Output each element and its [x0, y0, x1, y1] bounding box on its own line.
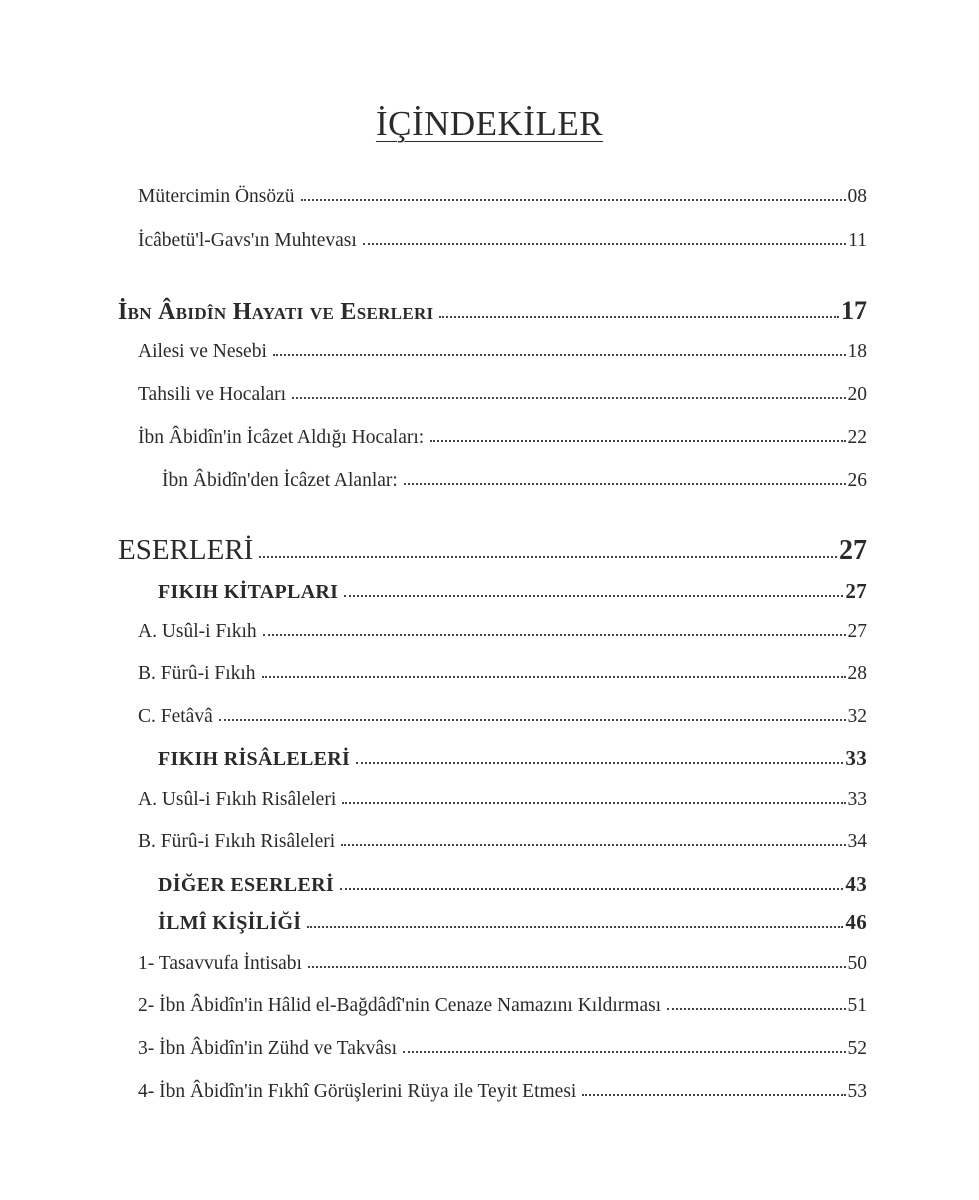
toc-entry-page: 22 [847, 427, 867, 448]
toc-entry-label: C. Fetâvâ [138, 706, 213, 727]
toc-entry-label: Ailesi ve Nesebi [138, 341, 267, 362]
dot-leader [259, 556, 837, 558]
dot-leader [308, 966, 846, 968]
dot-leader [404, 483, 846, 485]
toc-entry-page: 27 [839, 535, 867, 566]
toc-entry-label: İbn Âbidîn'in İcâzet Aldığı Hocaları: [138, 427, 425, 448]
toc-entry [162, 471, 867, 491]
toc-entry-label: 3- İbn Âbidîn'in Zühd ve Takvâsı [138, 1038, 398, 1059]
toc-entry-label: İcâbetü'l-Gavs'ın Muhtevası [138, 230, 357, 251]
toc-entry-label: A. Usûl-i Fıkıh [138, 621, 257, 642]
dot-leader [363, 243, 846, 245]
dot-leader [341, 844, 845, 846]
toc-entry-page: 53 [847, 1081, 867, 1102]
toc-entry-label: ESERLERİ [118, 534, 254, 566]
toc-entry-page: 27 [847, 621, 867, 642]
toc-section-heading [158, 581, 867, 602]
dot-leader [340, 888, 843, 890]
toc-entry-label: Tahsili ve Hocaları [138, 384, 287, 405]
toc-entry-page: 33 [847, 789, 867, 810]
toc-entry [138, 428, 867, 448]
toc-entry-label: Mütercimin Önsözü [138, 186, 295, 207]
dot-leader [262, 676, 846, 678]
toc-entry-label: DİĞER ESERLERİ [158, 874, 334, 896]
toc-entry-label: İLMÎ KİŞİLİĞİ [158, 912, 302, 934]
page-title: İÇİNDEKİLER [375, 104, 604, 143]
toc-entry [138, 832, 867, 852]
toc-entry-label: FIKIH RİSÂLELERİ [158, 748, 351, 770]
toc-entry-page: 51 [847, 995, 867, 1016]
toc-entry-label: 1- Tasavvufa İntisabı [138, 953, 302, 974]
toc-entry [138, 954, 867, 974]
toc-entry-label: İbn Âbidîn'den İcâzet Alanlar: [162, 470, 398, 491]
toc-section-heading [158, 748, 867, 769]
toc-entry-page: 26 [847, 470, 867, 491]
toc-entry-page: 20 [847, 384, 867, 405]
toc-entry [138, 622, 867, 642]
toc-entry-page: 50 [847, 953, 867, 974]
dot-leader [273, 354, 846, 356]
toc-entry-label: 2- İbn Âbidîn'in Hâlid el-Bağdâdî'nin Cenaze Namazını Kıldırması [138, 995, 662, 1016]
toc-entry-page: 34 [847, 831, 867, 852]
toc-entry-page: 43 [845, 872, 867, 896]
toc-entry-label: B. Fürû-i Fıkıh [138, 663, 256, 684]
toc-entry [138, 231, 867, 251]
toc-entry-page: 11 [848, 230, 867, 251]
toc-entry-label: 4- İbn Âbidîn'in Fıkhî Görüşlerini Rüya ile Teyit Etmesi [138, 1081, 577, 1102]
toc-chapter-heading [118, 298, 867, 324]
toc-entry [138, 707, 867, 727]
toc-entry-page: 28 [847, 663, 867, 684]
dot-leader [342, 802, 845, 804]
toc-chapter-heading [118, 536, 867, 565]
toc-entry-label: FIKIH KİTAPLARI [158, 581, 339, 603]
toc-entry-page: 18 [847, 341, 867, 362]
toc-section-heading [158, 912, 867, 933]
toc-entry-page: 17 [841, 296, 867, 325]
toc-entry-label: B. Fürû-i Fıkıh Risâleleri [138, 831, 336, 852]
dot-leader [356, 762, 843, 764]
toc-entry [138, 1039, 867, 1059]
toc-entry-label: İbn Âbidîn Hayatı ve Eserleri [118, 299, 434, 325]
dot-leader [667, 1008, 845, 1010]
toc-entry [138, 664, 867, 684]
dot-leader [430, 440, 845, 442]
dot-leader [292, 397, 845, 399]
toc-entry [138, 790, 867, 810]
toc-entry-page: 27 [845, 579, 867, 603]
toc-entry-page: 46 [845, 910, 867, 934]
toc-entry-page: 52 [847, 1038, 867, 1059]
dot-leader [439, 316, 839, 318]
toc-entry-page: 08 [847, 186, 867, 207]
dot-leader [582, 1094, 845, 1096]
dot-leader [307, 926, 843, 928]
dot-leader [219, 719, 846, 721]
toc-entry-page: 32 [847, 706, 867, 727]
dot-leader [344, 595, 843, 597]
toc-entry-label: A. Usûl-i Fıkıh Risâleleri [138, 789, 337, 810]
dot-leader [403, 1051, 845, 1053]
dot-leader [301, 199, 846, 201]
toc-entry [138, 1082, 867, 1102]
dot-leader [263, 634, 846, 636]
toc-section-heading [158, 874, 867, 895]
toc-entry [138, 996, 867, 1016]
toc-entry [138, 342, 867, 362]
toc-entry [138, 187, 867, 207]
toc-entry-page: 33 [845, 746, 867, 770]
toc-entry [138, 385, 867, 405]
